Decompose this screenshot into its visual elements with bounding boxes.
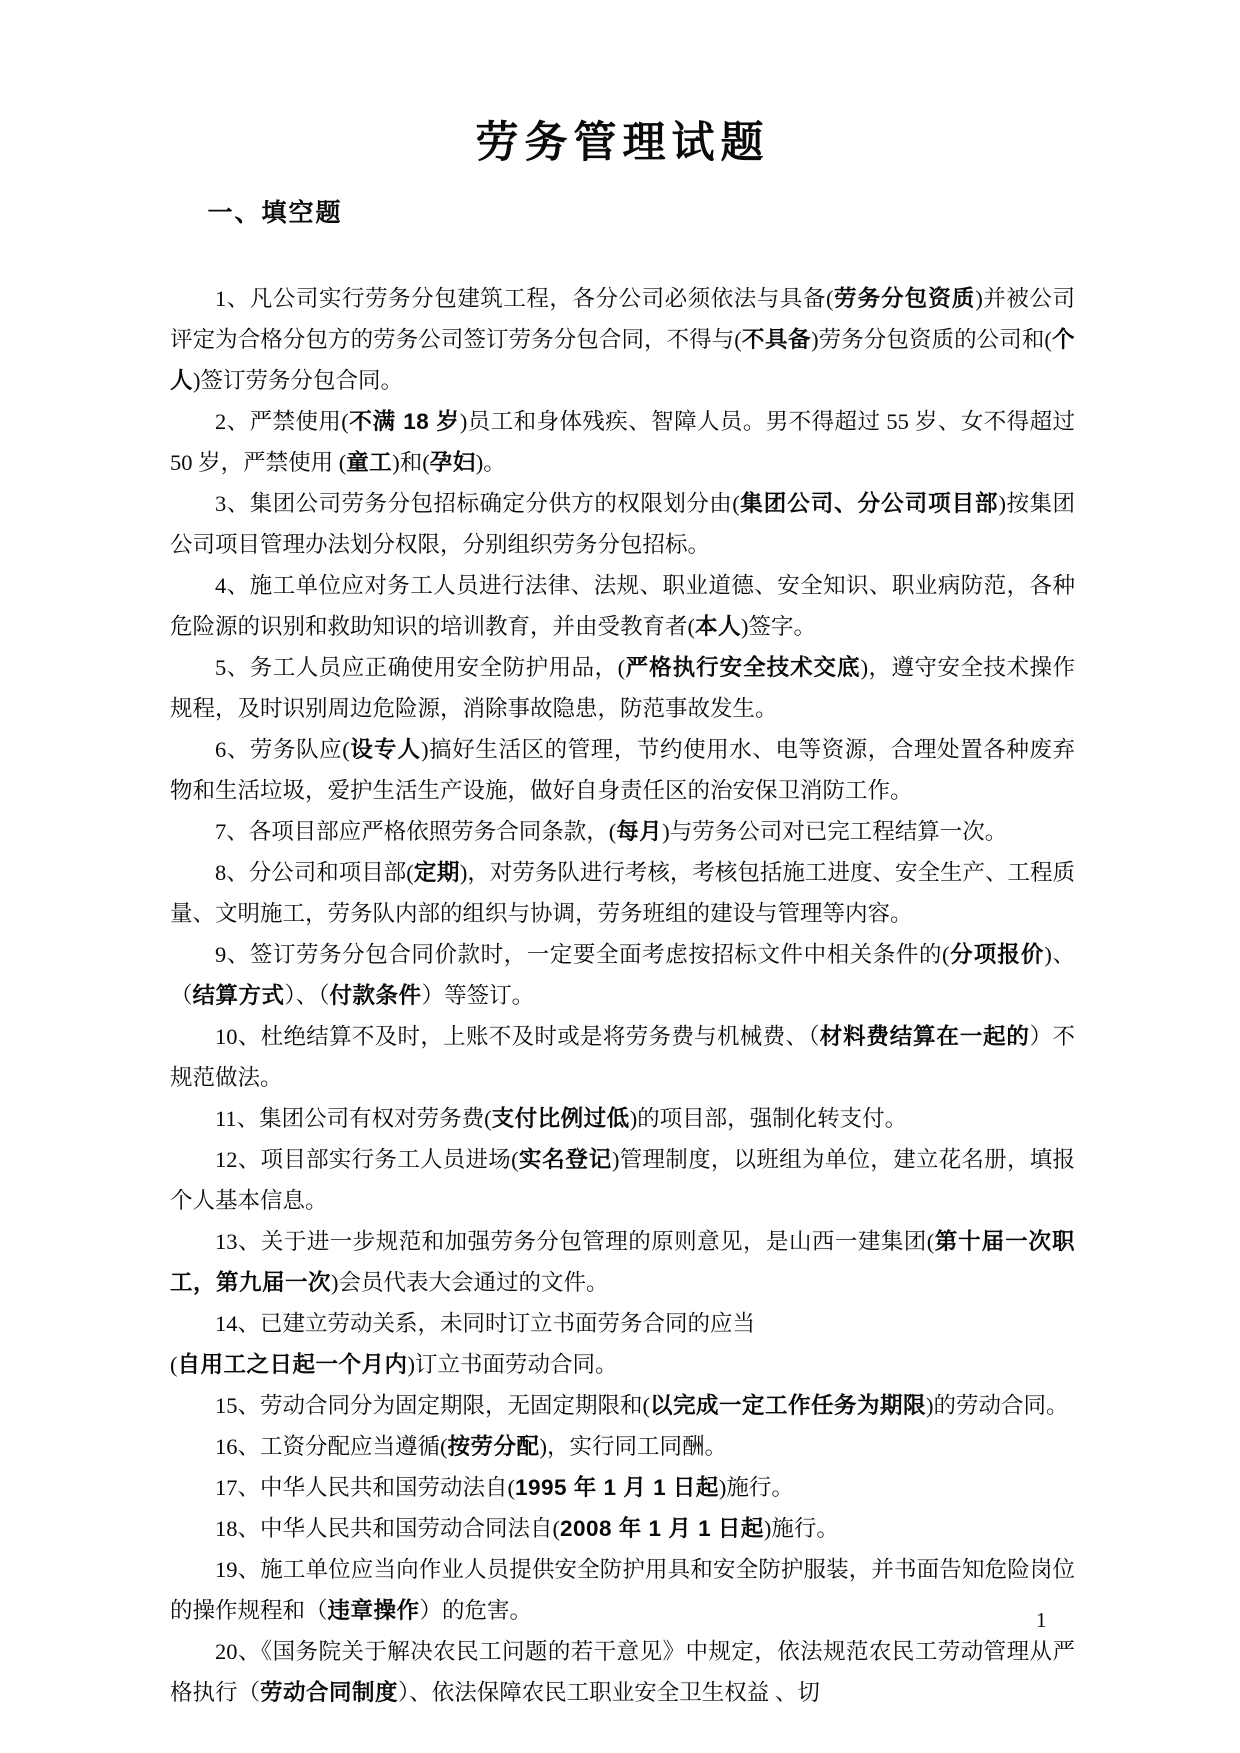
question-text: )，遵守安全技术操作规程，及时识别周边危险源，消除事故隐患，防范事故发生。 — [170, 655, 1075, 722]
question-text: )施行。 — [763, 1516, 839, 1542]
question-paragraph — [170, 1221, 1075, 1303]
questions — [170, 278, 1075, 1713]
section-heading-fill-in-blanks: 一、填空题 — [207, 199, 343, 227]
answer-blank: 孕妇 — [429, 450, 476, 476]
answer-blank: 以完成一定工作任务为期限 — [650, 1393, 927, 1419]
question-text: )的劳动合同。 — [926, 1393, 1069, 1419]
question-text: 6、劳务队应( — [215, 737, 350, 763]
question-text: 3、集团公司劳务分包招标确定分供方的权限划分由( — [215, 491, 740, 517]
question-text: 10、杜绝结算不及时，上账不及时或是将劳务费与机械费、（ — [215, 1024, 820, 1050]
question-text: 12、项目部实行务工人员进场( — [215, 1147, 519, 1173]
question-paragraph — [170, 1549, 1075, 1631]
question-paragraph — [170, 811, 1075, 852]
question-text: 1、凡公司实行劳务分包建筑工程，各分公司必须依法与具备( — [215, 286, 834, 312]
question-text: )的项目部，强制化转支付。 — [629, 1106, 908, 1132]
question-paragraph — [170, 1385, 1075, 1426]
question-paragraph — [170, 934, 1075, 1016]
question-paragraph — [170, 1016, 1075, 1098]
answer-blank: 2008 年 1 月 1 日起 — [560, 1516, 764, 1542]
question-text: )。 — [475, 450, 506, 476]
question-text: )订立书面劳动合同。 — [407, 1352, 618, 1378]
answer-blank: 支付比例过低 — [491, 1106, 630, 1132]
answer-blank: 劳务分包资质 — [833, 286, 976, 312]
question-text: 11、集团公司有权对劳务费( — [215, 1106, 492, 1132]
question-paragraph — [170, 401, 1075, 483]
question-text: )员工和身体残疾、智障人员。男不得超过 55 岁、女不得超过 50 岁，严禁使用 ( — [170, 409, 1076, 476]
question-text: ）不规范做法。 — [170, 1024, 1075, 1091]
answer-blank: 不具备 — [741, 327, 812, 353]
answer-blank: 第十届一次职工，第九届一次 — [170, 1229, 1075, 1296]
answer-blank: 违章操作 — [327, 1598, 420, 1624]
answer-blank: 个人 — [170, 327, 1075, 394]
question-text: 4、施工单位应对务工人员进行法律、法规、职业道德、安全知识、职业病防范，各种危险源的识别和救助知识的培训教育，并由受教育者( — [170, 573, 1075, 640]
question-text: ）、（ — [284, 983, 330, 1009]
answer-blank: 按劳分配 — [447, 1434, 540, 1460]
answer-blank: 定期 — [413, 860, 460, 886]
page-number: 1 — [1036, 1608, 1047, 1632]
question-paragraph — [170, 1303, 1075, 1385]
question-text: ）等签订。 — [421, 983, 535, 1009]
question-text: )搞好生活区的管理，节约使用水、电等资源，合理处置各种废弃物和生活垃圾，爱护生活生产设施，做好自身责任区的治安保卫消防工作。 — [170, 737, 1075, 804]
question-text: 7、各项目部应严格依照劳务合同条款，( — [215, 819, 617, 845]
question-text: )管理制度，以班组为单位，建立花名册，填报个人基本信息。 — [170, 1147, 1075, 1214]
question-paragraph — [170, 1508, 1075, 1549]
question-text: 20、《国务院关于解决农民工问题的若干意见》中规定，依法规范农民工劳动管理从严格执行（ — [170, 1639, 1075, 1706]
answer-blank: 严格执行安全技术交底 — [625, 655, 861, 681]
answer-blank: 本人 — [695, 614, 742, 640]
answer-blank: 设专人 — [349, 737, 422, 763]
question-text: )劳务分包资质的公司和( — [811, 327, 1052, 353]
question-text: )按集团公司项目管理办法划分权限，分别组织劳务分包招标。 — [170, 491, 1075, 558]
question-text: ）、依法保障农民工职业安全卫生权益 、切 — [398, 1680, 820, 1706]
document-content — [170, 0, 1075, 1713]
question-text: 15、劳动合同分为固定期限，无固定期限和( — [215, 1393, 650, 1419]
question-text: )，对劳务队进行考核，考核包括施工进度、安全生产、工程质量、文明施工，劳务队内部的组织与协调，劳务班组的建设与管理等内容。 — [170, 860, 1076, 927]
answer-blank: 每月 — [616, 819, 663, 845]
question-text: )签字。 — [741, 614, 817, 640]
question-text: 5、务工人员应正确使用安全防护用品，( — [215, 655, 626, 681]
question-text: )与劳务公司对已完工程结算一次。 — [662, 819, 1008, 845]
question-text: )会员代表大会通过的文件。 — [331, 1270, 609, 1296]
question-text: 2、严禁使用( — [215, 409, 349, 435]
answer-blank: 付款条件 — [329, 983, 422, 1009]
question-paragraph — [170, 1467, 1075, 1508]
question-text: 16、工资分配应当遵循( — [215, 1434, 448, 1460]
question-paragraph — [170, 1631, 1075, 1713]
answer-blank: 1995 年 1 月 1 日起 — [515, 1475, 719, 1501]
answer-blank: 童工 — [346, 450, 393, 476]
question-text: 19、施工单位应当向作业人员提供安全防护用具和安全防护服装，并书面告知危险岗位的操作规程和（ — [170, 1557, 1075, 1624]
question-text: ( — [170, 1352, 178, 1378]
question-paragraph — [170, 1098, 1075, 1139]
answer-blank: 实名登记 — [518, 1147, 612, 1173]
answer-blank: 自用工之日起一个月内 — [177, 1352, 408, 1378]
document-title: 劳务管理试题 — [475, 120, 770, 167]
answer-blank: 材料费结算在一起的 — [819, 1024, 1030, 1050]
answer-blank: 不满 18 岁 — [348, 409, 460, 435]
answer-blank: 结算方式 — [192, 983, 285, 1009]
answer-blank: 分项报价 — [949, 942, 1045, 968]
question-paragraph — [170, 483, 1075, 565]
question-text: 13、关于进一步规范和加强劳务分包管理的原则意见，是山西一建集团( — [215, 1229, 935, 1255]
question-paragraph — [170, 565, 1075, 647]
question-paragraph — [170, 852, 1075, 934]
question-text: 14、已建立劳动关系，未同时订立书面劳务合同的应当 — [215, 1311, 756, 1337]
question-paragraph — [170, 278, 1075, 401]
question-text: )施行。 — [718, 1475, 794, 1501]
question-text: )和( — [392, 450, 430, 476]
question-paragraph — [170, 1139, 1075, 1221]
question-paragraph — [170, 729, 1075, 811]
question-text: 17、中华人民共和国劳动法自( — [215, 1475, 515, 1501]
question-paragraph — [170, 647, 1075, 729]
question-text: ）的危害。 — [419, 1598, 533, 1624]
question-text: 9、签订劳务分包合同价款时，一定要全面考虑按招标文件中相关条件的( — [215, 942, 950, 968]
question-text: 8、分公司和项目部( — [215, 860, 414, 886]
question-text: )，实行同工同酬。 — [539, 1434, 728, 1460]
question-text: 18、中华人民共和国劳动合同法自( — [215, 1516, 560, 1542]
answer-blank: 劳动合同制度 — [260, 1680, 399, 1706]
question-text: )签订劳务分包合同。 — [193, 368, 404, 394]
answer-blank: 集团公司、分公司项目部 — [739, 491, 999, 517]
question-text: )并被公司评定为合格分包方的劳务公司签订劳务分包合同，不得与( — [170, 286, 1075, 353]
question-text: )、（ — [170, 942, 1075, 1009]
question-paragraph — [170, 1426, 1075, 1467]
